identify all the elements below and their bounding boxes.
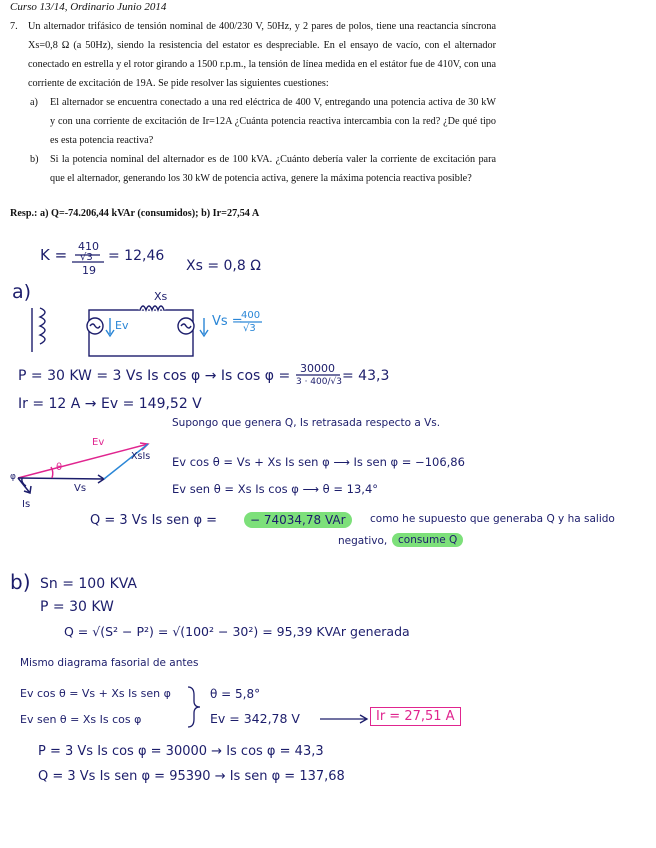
problem-statement: Un alternador trifásico de tensión nominal de 400/230 V, 50Hz, y 2 pares de polos, tiene una reactancia síncrona Xs=0,8 Ω (a 50Hz), siendo la resistencia del estator es despreciable. En el ensayo de vacío, con el alternador conectado en estrella y el rotor girando a 1500 r.p.m., la tensión de línea medida en el estátor fue de 410V, con una corriente de excitación de 19A. Se pide resolver las siguientes cuestiones:	[28, 21, 496, 89]
brace	[188, 687, 200, 727]
circuit-xs-label: Xs	[154, 290, 168, 303]
sn-value: Sn = 100 KVA	[40, 576, 138, 592]
phasor-vs	[18, 478, 104, 479]
diagram-theta-label: θ	[56, 462, 63, 473]
q-b-equation: Q = √(S² − P²) = √(100² − 30²) = 95,39 KVAr generada	[64, 624, 410, 639]
b-ev: Ev = 342,78 V	[210, 711, 300, 726]
k-num-top: 410	[78, 240, 99, 253]
diagram-vs-label: Vs	[74, 483, 87, 494]
excitation-coil	[40, 308, 45, 344]
problem-number: 7.	[10, 21, 18, 32]
k-lhs: K =	[40, 246, 68, 264]
equation-2: Ev sen θ = Xs Is cos φ ⟶ θ = 13,4°	[172, 482, 379, 496]
p-b-value: P = 30 KW	[40, 599, 114, 615]
p-result: = 43,3	[342, 368, 390, 384]
q-comment-2: negativo,	[338, 535, 388, 547]
part-a-text: El alternador se encuentra conectado a una red eléctrica de 400 V, entregando una potencia activa de 30 kW y con una corriente de excitación de Ir=12A ¿Cuánta potencia reactiva intercambia con la red? ¿De qué tipo es esta potencia reactiva?	[50, 97, 496, 146]
diagram-xsis-label: XsIs	[131, 451, 151, 462]
diagram-is-label: Is	[22, 499, 31, 510]
mismo-note: Mismo diagrama fasorial de antes	[20, 657, 199, 669]
course-header: Curso 13/14, Ordinario Junio 2014	[10, 1, 167, 13]
xs-value: Xs = 0,8 Ω	[186, 258, 261, 274]
q-comment-1: como he supuesto que generaba Q y ha salido	[370, 513, 615, 525]
circuit-ev-label: Ev	[115, 319, 129, 332]
b-p-equation: P = 3 Vs Is cos φ = 30000 → Is cos φ = 43,3	[38, 744, 324, 759]
supongo-note: Supongo que genera Q, Is retrasada respecto a Vs.	[172, 417, 441, 429]
ir-equation: Ir = 12 A → Ev = 149,52 V	[18, 396, 202, 412]
p-fraction-den: 3 · 400/√3	[296, 377, 342, 387]
q-value-highlight: − 74034,78 VAr	[244, 512, 352, 528]
part-a-label: a)	[30, 97, 38, 108]
equation-1: Ev cos θ = Vs + Xs Is sen φ ⟶ Is sen φ = −106,86	[172, 455, 465, 469]
circuit-vs-num: 400	[241, 310, 261, 321]
diagram-phi-label: φ	[10, 472, 16, 482]
p-equation: P = 30 KW = 3 Vs Is cos φ → Is cos φ =	[18, 368, 291, 384]
b-q-equation: Q = 3 Vs Is sen φ = 95390 → Is sen φ = 137,68	[38, 769, 345, 784]
k-den: 19	[82, 264, 96, 277]
part-b-heading: b)	[10, 570, 31, 594]
circuit-vs-den: √3	[243, 323, 256, 334]
part-b-label: b)	[30, 154, 39, 165]
k-result: = 12,46	[108, 248, 165, 264]
b-equation-1: Ev cos θ = Vs + Xs Is sen φ	[20, 687, 171, 700]
k-num-bottom: √3	[80, 252, 93, 263]
diagram-ev-label: Ev	[92, 437, 105, 448]
phasor-ev	[18, 444, 151, 478]
part-a-heading: a)	[12, 281, 32, 303]
p-fraction-num: 30000	[300, 362, 335, 375]
b-equation-2: Ev sen θ = Xs Is cos φ	[20, 713, 142, 726]
b-ir-boxed: Ir = 27,51 A	[370, 707, 461, 726]
b-theta: θ = 5,8°	[210, 687, 261, 701]
circuit-vs-label: Vs =	[212, 314, 243, 329]
part-b-text: Si la potencia nominal del alternador es de 100 kVA. ¿Cuánto debería valer la corriente de excitación para que el alternador, generando los 30 kW de potencia activa, genere la máxima potencia reactiva posible?	[50, 154, 496, 184]
answer-line: Resp.: a) Q=-74.206,44 kVAr (consumidos); b) Ir=27,54 A	[10, 208, 260, 219]
consume-q-highlight: consume Q	[392, 533, 463, 547]
q-equation: Q = 3 Vs Is sen φ =	[90, 513, 218, 528]
